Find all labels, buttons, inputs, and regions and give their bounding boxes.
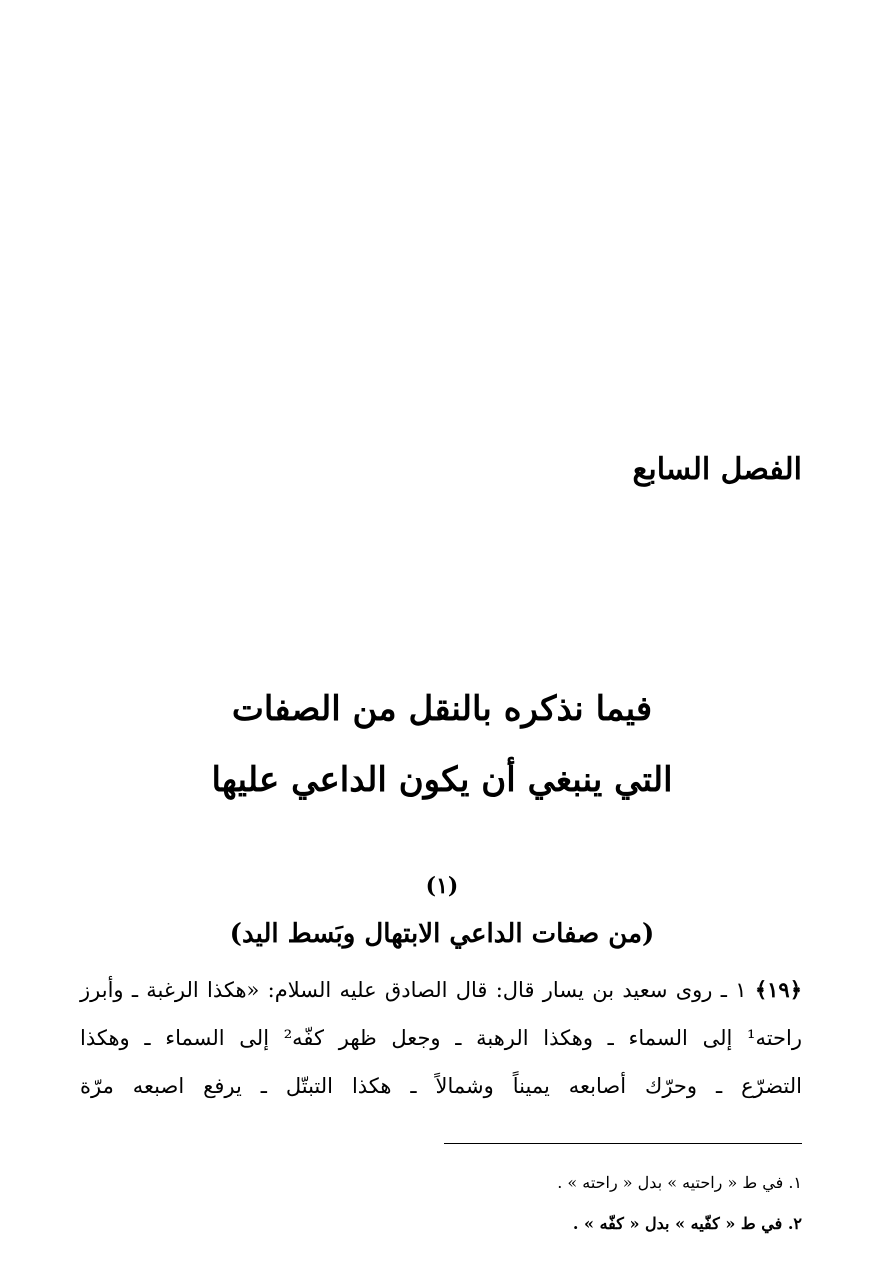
section-number: (١): [425, 873, 459, 899]
footnote-divider: [444, 1143, 802, 1144]
chapter-title-line-1: فيما نذكره بالنقل من الصفات: [231, 689, 653, 729]
chapter-label: الفصل السابع: [632, 452, 802, 487]
hadith-number: ﴿١٩﴾: [754, 977, 802, 1002]
body-line-1: [80, 972, 802, 1008]
footnote-2: ٢. في ط « كفّيه » بدل « كفّه » .: [572, 1214, 802, 1233]
footnote-1: ١. في ط « راحتيه » بدل « راحته » .: [557, 1173, 802, 1192]
chapter-title-line-2: التي ينبغي أن يكون الداعي عليها: [211, 760, 673, 800]
section-heading: (من صفات الداعي الابتهال وبَسط اليد): [229, 919, 655, 949]
body-line-2: راحته¹ إلى السماء ـ وهكذا الرهبة ـ وجعل ظهر كفّه² إلى السماء ـ وهكذا: [80, 1026, 803, 1050]
body-line-1-text: ١ ـ روى سعيد بن يسار قال: قال الصادق عليه السلام: «هكذا الرغبة ـ وأبرز: [80, 978, 755, 1002]
body-line-3: التضرّع ـ وحرّك أصابعه يميناً وشمالاً ـ هكذا التبتّل ـ يرفع اصبعه مرّة: [80, 1074, 802, 1098]
